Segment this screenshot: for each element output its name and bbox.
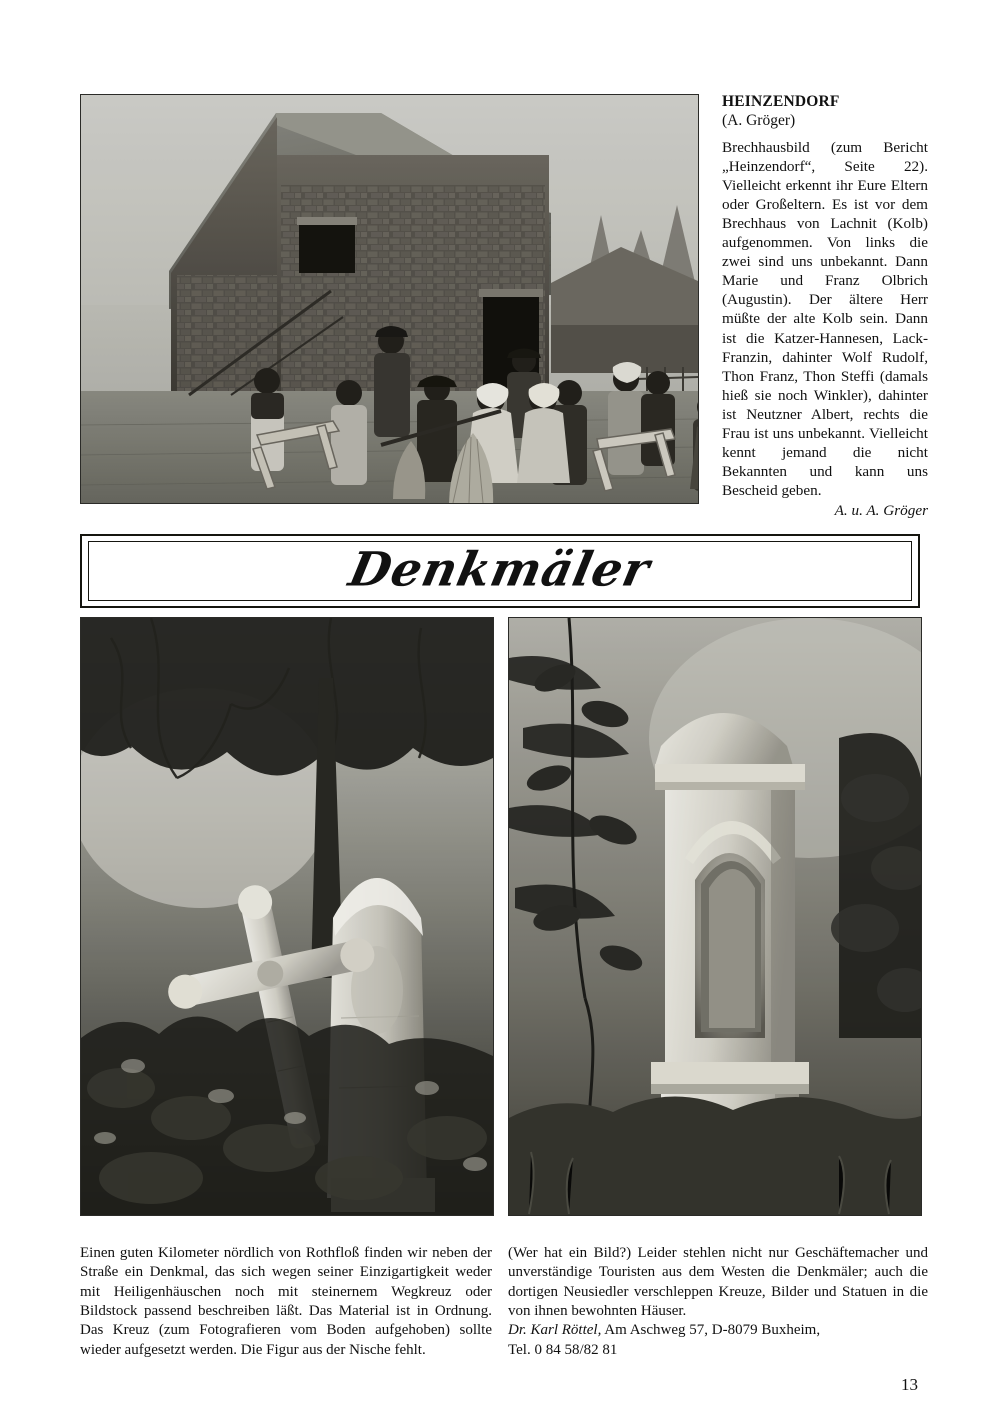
bottom-right-column — [508, 1244, 928, 1360]
author-address: Am Aschweg 57, D-8079 Buxheim, — [601, 1322, 821, 1339]
article-signature: A. u. A. Gröger — [834, 502, 928, 520]
banner-title-text: Denkmäler — [344, 542, 656, 598]
section-banner — [80, 534, 920, 608]
bottom-right-address-line — [508, 1321, 928, 1340]
page-number: 13 — [901, 1375, 918, 1394]
author-phone: Tel. 0 84 58/82 81 — [508, 1341, 618, 1358]
bottom-left-column — [80, 1244, 492, 1360]
photo-bildstock — [508, 617, 922, 1216]
author-name: Dr. Karl Röttel, — [508, 1322, 602, 1339]
photo-brechhaus-art — [81, 95, 698, 503]
bottom-right-text: (Wer hat ein Bild?) Leider stehlen nicht nur Geschäftemacher und unverständige Touristen aus dem Westen die Denkmäler; auch die dortigen Neusiedler verschleppen Kreuze, Bilder und Statuen in die von ihnen bewohnten Häuser. — [508, 1245, 928, 1320]
article-body: Brechhausbild (zum Bericht „Heinzendorf“, Seite 22). Vielleicht erkennt ihr Eure Eltern oder Großeltern. Es ist vor dem Brechhaus von Lachnit (Kolb) aufgenommen. Von links die zwei sind uns unbekannt. Dann Marie und Franz Olbrich (Augustin). Der ältere Herr müßte der alte Kolb sein. Dann ist die Katzer-Hannesen, Lack-Franzin, dahinter Wolf Rudolf, Thon Franz, Thon Steffi (damals hieß sie noch Winkler), dahinter ist Neutzner Albert, rechts die Frau ist uns unbekannt. Vielleicht kennt jemand die nicht Bekannten und kann uns Bescheid geben. — [722, 138, 928, 500]
article-author: (A. Gröger) — [722, 112, 796, 130]
photo-wegkreuz — [80, 617, 494, 1216]
article-heading: HEINZENDORF — [722, 93, 840, 110]
photo-brechhaus — [80, 94, 699, 504]
banner-title — [82, 542, 918, 597]
photo-bildstock-art — [509, 618, 921, 1215]
photo-wegkreuz-art — [81, 618, 493, 1215]
top-article — [722, 92, 928, 520]
bottom-left-text: Einen guten Kilometer nördlich von Rothfloß finden wir neben der Straße ein Denkmal, das sich wegen seiner Einzigartigkeit weder mit Heiligenhäuschen noch mit steinernem Wegkreuz oder Bildstock passend beschreiben läßt. Das Material ist in Ordnung. Das Kreuz (zum Fotografieren vom Boden aufgehoben) sollte wieder aufgesetzt werden. Die Figur aus der Nische fehlt. — [80, 1245, 492, 1358]
